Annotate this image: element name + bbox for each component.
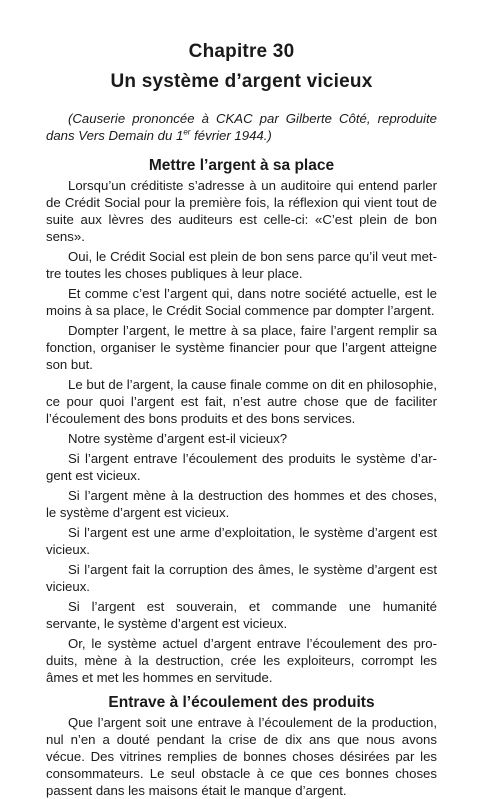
paragraph: Or, le système actuel d’argent entrave l’écoulement des produits, mène à la destruction, crée les exploiteurs, corrompt les âmes et met les hommes en servitude. <box>46 636 437 685</box>
paragraph: Que l’argent soit une entrave à l’écoulement de la production, nul n’en a douté pendant la crise de dix ans que nous avons vécue. Des vitrines remplies de bonnes choses désirées par les consommateurs. Le seul obstacle à ce que ces bonnes choses passent dans les maisons était le manque d’argent. <box>46 715 437 798</box>
intro-note-text-end: février 1944.) <box>190 128 272 143</box>
intro-note-superscript: er <box>183 127 191 137</box>
paragraph: Si l’argent est une arme d’exploitation, le système d’argent est vicieux. <box>46 525 437 557</box>
paragraph: Le but de l’argent, la cause finale comme on dit en philosophie, ce pour quoi l’argent est fait, n’est autre chose que de faciliter l’écoulement des bons produits et des bons services. <box>46 377 437 426</box>
intro-note <box>46 110 437 144</box>
section-heading: Entrave à l’écoulement des produits <box>108 694 375 711</box>
paragraph: Notre système d’argent est-il vicieux? <box>68 431 288 446</box>
paragraph: Si l’argent fait la corruption des âmes, le système d’argent est vicieux. <box>46 562 437 594</box>
paragraph: Si l’argent est souverain, et commande une humanité servante, le système d’argent est vicieux. <box>46 599 437 631</box>
paragraph: Dompter l’argent, le mettre à sa place, faire l’argent remplir sa fonction, organiser le système financier pour que l’argent atteigne son but. <box>46 323 437 372</box>
chapter-number: Chapitre 30 <box>188 41 295 62</box>
paragraph: Si l’argent mène à la destruction des hommes et des choses, le système d’argent est vicieux. <box>46 488 437 520</box>
paragraph: Lorsqu’un créditiste s’adresse à un auditoire qui entend parler de Crédit Social pour la première fois, la réflexion qui vient tout de suite aux lèvres des auditeurs est celle-ci: «C’est plein de bon sens». <box>46 178 437 244</box>
paragraph: Et comme c’est l’argent qui, dans notre société actuelle, est le moins à sa place, le Crédit Social commence par dompter l’argent. <box>46 286 437 318</box>
section-heading: Mettre l’argent à sa place <box>148 157 335 174</box>
paragraph: Si l’argent entrave l’écoulement des produits le système d’argent est vicieux. <box>46 451 437 483</box>
chapter-title: Un système d’argent vicieux <box>110 71 373 92</box>
document-page <box>46 40 437 799</box>
intro-note-text: (Causerie prononcée à CKAC par Gilberte Côté, reproduite dans Vers Demain du 1 <box>46 111 437 143</box>
paragraph: Oui, le Crédit Social est plein de bon sens parce qu’il veut mettre toutes les choses publiques à leur place. <box>46 249 437 281</box>
